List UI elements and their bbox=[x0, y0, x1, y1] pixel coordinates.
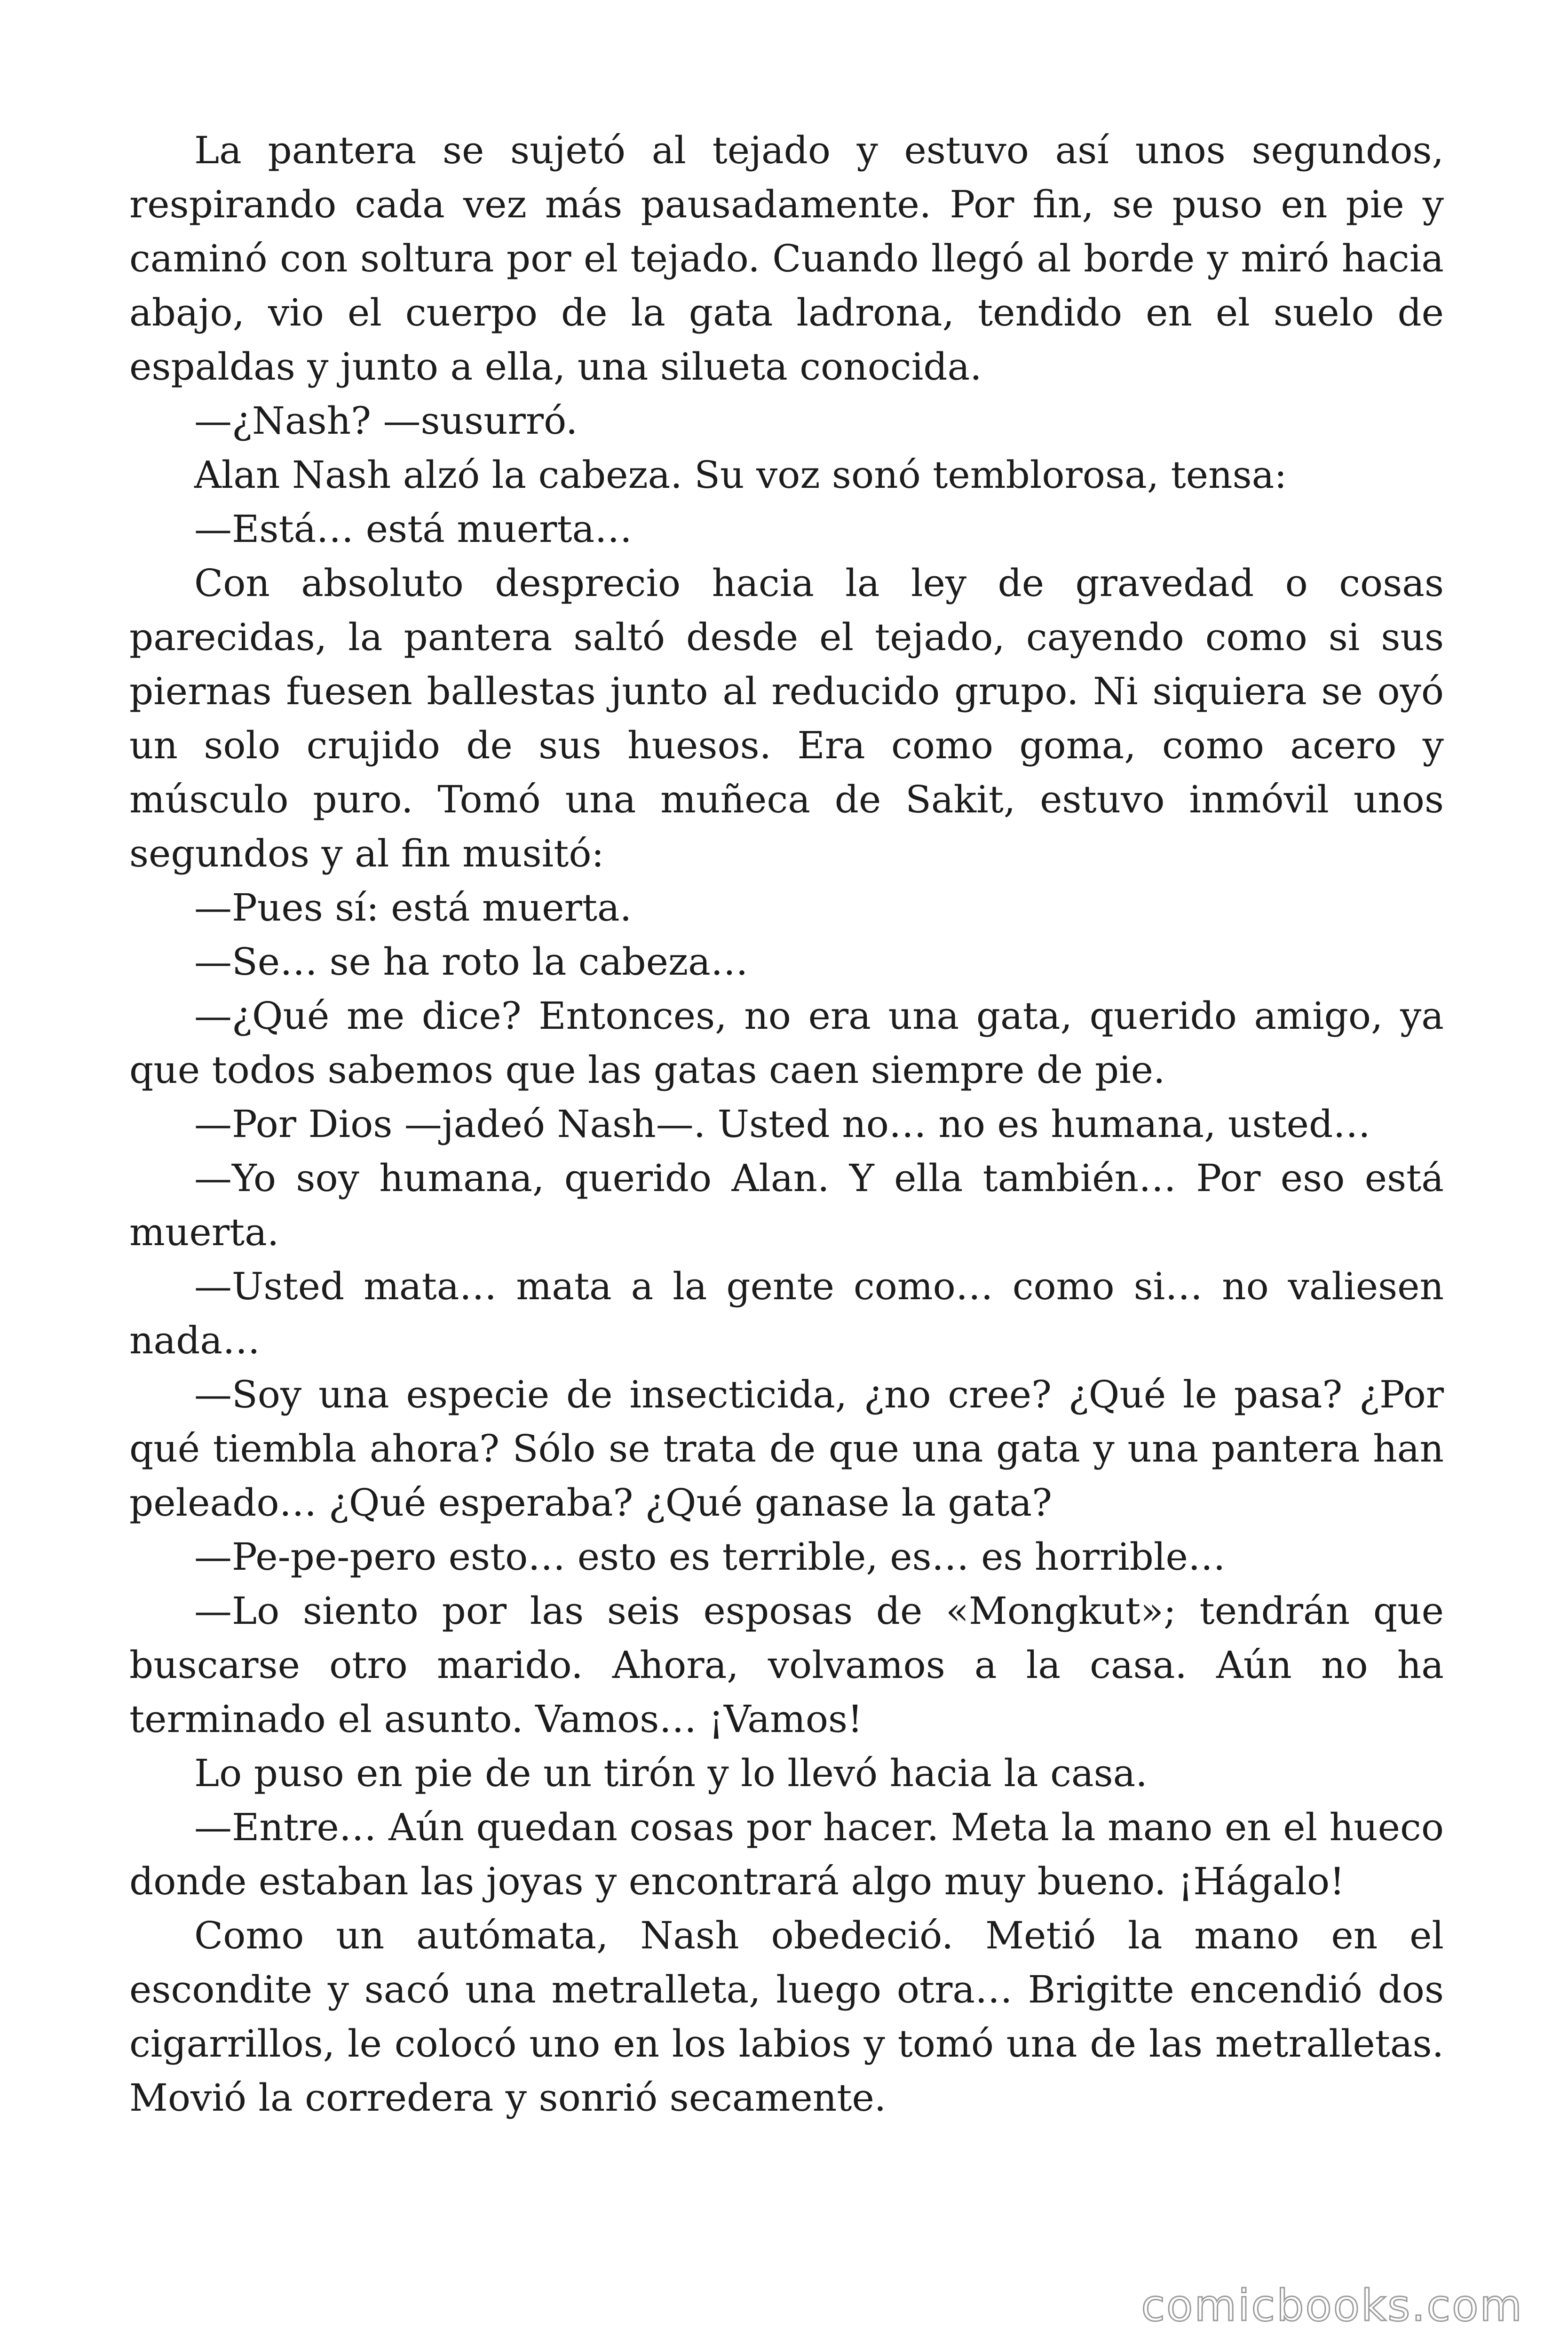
paragraph: —¿Nash? —susurró. bbox=[194, 399, 578, 443]
paragraph: La pantera se sujetó al tejado y estuvo así unos segundos, respirando cada vez más pausadamente. Por fin, se puso en pie y caminó con soltura por el tejado. Cuando llegó al borde y miró hacia abajo, vio el cuerpo de la gata ladrona, tendido en el suelo de espaldas y junto a ella, una silueta conocida. bbox=[129, 128, 1444, 389]
paragraph: —Se… se ha roto la cabeza… bbox=[194, 940, 748, 984]
paragraph: Con absoluto desprecio hacia la ley de gravedad o cosas parecidas, la pantera saltó desde el tejado, cayendo como si sus piernas fuesen ballestas junto al reducido grupo. Ni siquiera se oyó un solo crujido de sus huesos. Era como goma, como acero y músculo puro. Tomó una muñeca de Sakit, estuvo inmóvil unos segundos y al fin musitó: bbox=[129, 561, 1444, 875]
body-text bbox=[129, 123, 1444, 2125]
paragraph: Alan Nash alzó la cabeza. Su voz sonó temblorosa, tensa: bbox=[194, 453, 1287, 497]
paragraph: —Está… está muerta… bbox=[194, 507, 633, 551]
paragraph: —Pe-pe-pero esto… esto es terrible, es… es horrible… bbox=[194, 1535, 1226, 1579]
paragraph: Lo puso en pie de un tirón y lo llevó hacia la casa. bbox=[194, 1751, 1148, 1795]
paragraph: —Entre… Aún quedan cosas por hacer. Meta la mano en el hueco donde estaban las joyas y encontrará algo muy bueno. ¡Hágalo! bbox=[129, 1805, 1444, 1903]
paragraph: —Soy una especie de insecticida, ¿no cree? ¿Qué le pasa? ¿Por qué tiembla ahora? Sólo se trata de que una gata y una pantera han peleado… ¿Qué esperaba? ¿Qué ganase la gata? bbox=[129, 1373, 1444, 1525]
paragraph: —¿Qué me dice? Entonces, no era una gata, querido amigo, ya que todos sabemos que las gatas caen siempre de pie. bbox=[129, 994, 1444, 1092]
paragraph: —Pues sí: está muerta. bbox=[194, 886, 632, 930]
paragraph: —Yo soy humana, querido Alan. Y ella también… Por eso está muerta. bbox=[129, 1156, 1444, 1254]
paragraph: —Usted mata… mata a la gente como… como si… no valiesen nada… bbox=[129, 1264, 1444, 1362]
paragraph: —Lo siento por las seis esposas de «Mongkut»; tendrán que buscarse otro marido. Ahora, volvamos a la casa. Aún no ha terminado el asunto. Vamos… ¡Vamos! bbox=[129, 1589, 1444, 1741]
paragraph: —Por Dios —jadeó Nash—. Usted no… no es humana, usted… bbox=[194, 1102, 1371, 1146]
watermark: comicbooks.com bbox=[1141, 2280, 1523, 2331]
paragraph: Como un autómata, Nash obedeció. Metió la mano en el escondite y sacó una metralleta, luego otra… Brigitte encendió dos cigarrillos, le colocó uno en los labios y tomó una de las metralletas. Movió la corredera y sonrió secamente. bbox=[129, 1914, 1444, 2120]
